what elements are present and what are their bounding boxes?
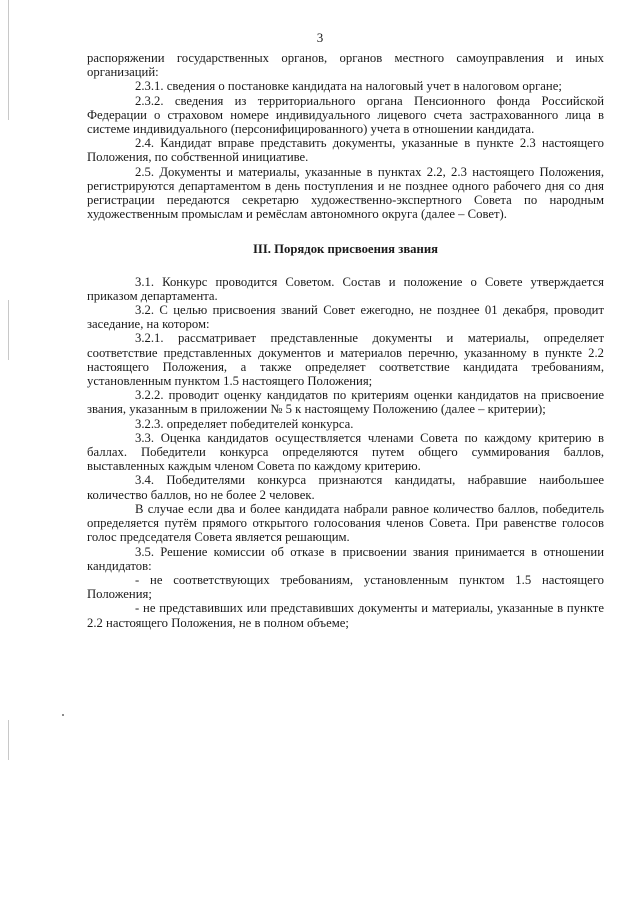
page-number: 3: [316, 30, 324, 45]
paragraph: 2.5. Документы и материалы, указанные в пунктах 2.2, 2.3 настоящего Положения, регистрируются департаментом в день поступления и не позднее одного рабочего дня со дня регистрации передаются секретарю художественно-экспертного Совета по народным художественным промыслам и ремёслам автономного округа (далее – Совет).: [87, 164, 604, 222]
paragraph: 2.3.2. сведения из территориального органа Пенсионного фонда Российской Федерации о страховом номере индивидуального лицевого счета застрахованного лица в системе индивидуального (персонифицированного) учета в отношении кандидата.: [87, 93, 604, 137]
paragraph: В случае если два и более кандидата набрали равное количество баллов, победитель определяется путём прямого открытого голосования членов Совета. При равенстве голосов голос председателя Совета является решающим.: [87, 501, 604, 545]
paragraph: 3.5. Решение комиссии об отказе в присвоении звания принимается в отношении кандидатов:: [87, 544, 604, 573]
list-item: - не представивших или представивших документы и материалы, указанные в пункте 2.2 настоящего Положения, не в полном объеме;: [87, 601, 604, 630]
paragraph: 3.3. Оценка кандидатов осуществляется членами Совета по каждому критерию в баллах. Победители конкурса определяются путем общего суммирования баллов, выставленных каждым членом Совета по каждому критерию.: [87, 430, 604, 474]
paragraph: 3.4. Победителями конкурса признаются кандидаты, набравшие наибольшее количество баллов, но не более 2 человек.: [87, 473, 604, 502]
document-body: [87, 51, 604, 630]
paragraph: 3.2.3. определяет победителей конкурса.: [135, 416, 354, 431]
paragraph: распоряжении государственных органов, органов местного самоуправления и иных организаций:: [87, 51, 604, 80]
scan-margin-line: [8, 720, 9, 760]
paragraph: 3.2.1. рассматривает представленные документы и материалы, определяет соответствие представленных документов и материалов перечню, указанному в пункте 2.2 настоящего Положения, а также определяет соответствие кандидата требованиям, установленным пунктом 1.5 настоящего Положения;: [87, 331, 604, 389]
paragraph: 3.1. Конкурс проводится Советом. Состав и положение о Совете утверждается приказом департамента.: [87, 274, 604, 303]
paragraph: 2.3.1. сведения о постановке кандидата на налоговый учет в налоговом органе;: [135, 79, 562, 94]
scan-margin-line: [8, 300, 9, 360]
list-item: - не соответствующих требованиям, установленным пунктом 1.5 настоящего Положения;: [87, 572, 604, 602]
paragraph: 2.4. Кандидат вправе представить документы, указанные в пункте 2.3 настоящего Положения, по собственной инициативе.: [87, 136, 604, 165]
paragraph: 3.2.2. проводит оценку кандидатов по критериям оценки кандидатов на присвоение звания, указанным в приложении № 5 к настоящему Положению (далее – критерии);: [87, 388, 604, 417]
paragraph: 3.2. С целью присвоения званий Совет ежегодно, не позднее 01 декабря, проводит заседание, на котором:: [87, 303, 604, 332]
scan-speck: [62, 714, 64, 716]
scan-margin-line: [8, 0, 9, 120]
section-heading: III. Порядок присвоения звания: [252, 242, 438, 257]
